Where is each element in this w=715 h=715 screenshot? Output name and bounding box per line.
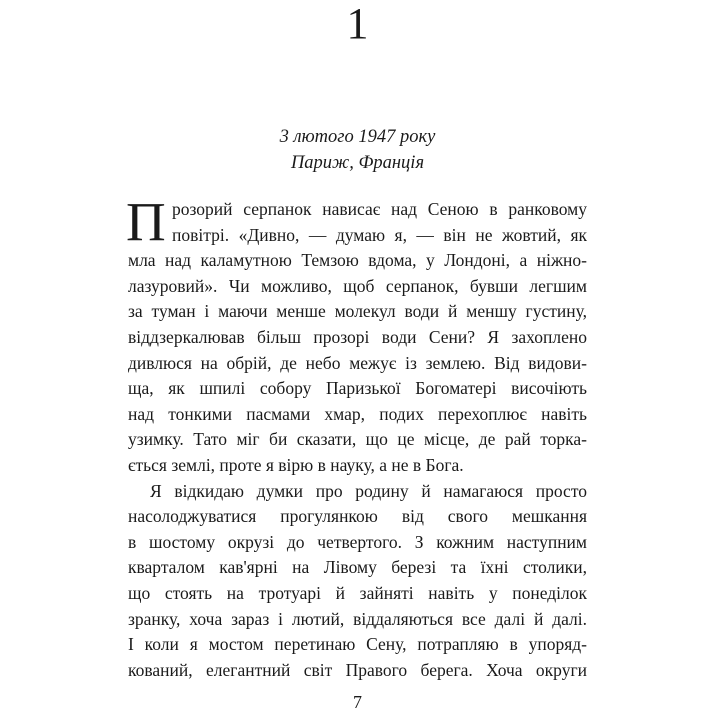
text-line: що стоять на тротуарі й зайняті навіть у понеділок (128, 582, 587, 603)
text-line: ща, як шпилі собору Паризької Богоматері височіють (128, 378, 587, 399)
dateline (0, 124, 715, 176)
text-line: лазуровий». Чи можливо, щоб серпанок, бувши легшим (128, 275, 587, 296)
paragraph-1 (126, 191, 587, 479)
text-line: над тонкими пасмами хмар, подих перехоплює навіть (128, 403, 587, 424)
text-line: І коли я мостом перетинаю Сену, потрапляю в упоряд- (128, 634, 587, 655)
text-line: кований, елегантний світ Правого берега. Хоча округи (128, 659, 587, 680)
body-text (126, 191, 587, 683)
text-line: ється землі, проте я вірю в науку, а не в Бога. (128, 454, 464, 475)
text-line: узимку. Тато міг би сказати, що це місце, де рай торка- (128, 429, 587, 450)
text-line: кварталом кав'ярні на Лівому березі та їхні столики, (128, 557, 587, 578)
text-line: за туман і маючи менше молекул води й меншу густину, (128, 301, 587, 322)
dateline-place: Париж, Франція (290, 153, 425, 173)
text-line: насолоджуватися прогулянкою від свого мешкання (128, 506, 587, 527)
text-line: повітрі. «Дивно, — думаю я, — він не жовтий, як (172, 224, 587, 245)
text-line: дивлюся на обрій, де небо межує із землею. Від видови- (128, 352, 587, 373)
text-line: мла над каламутною Темзою вдома, у Лондоні, а ніжно- (128, 250, 587, 271)
text-line: Я відкидаю думки про родину й намагаюся просто (150, 480, 587, 501)
text-line: розорий серпанок нависає над Сеною в ранковому (172, 199, 587, 219)
text-line: зранку, хоча зараз і лютий, віддаляються все далі й далі. (128, 608, 587, 629)
dateline-date: 3 лютого 1947 року (279, 127, 436, 147)
chapter-number: 1 (346, 0, 369, 48)
paragraph-2 (128, 479, 587, 684)
drop-cap: П (126, 191, 166, 252)
text-line: віддзеркалював більш прозорі води Сени? Я захоплено (128, 326, 587, 347)
text-line: в шостому окрузі до четвертого. З кожним наступним (128, 531, 587, 552)
page-number: 7 (353, 692, 362, 712)
